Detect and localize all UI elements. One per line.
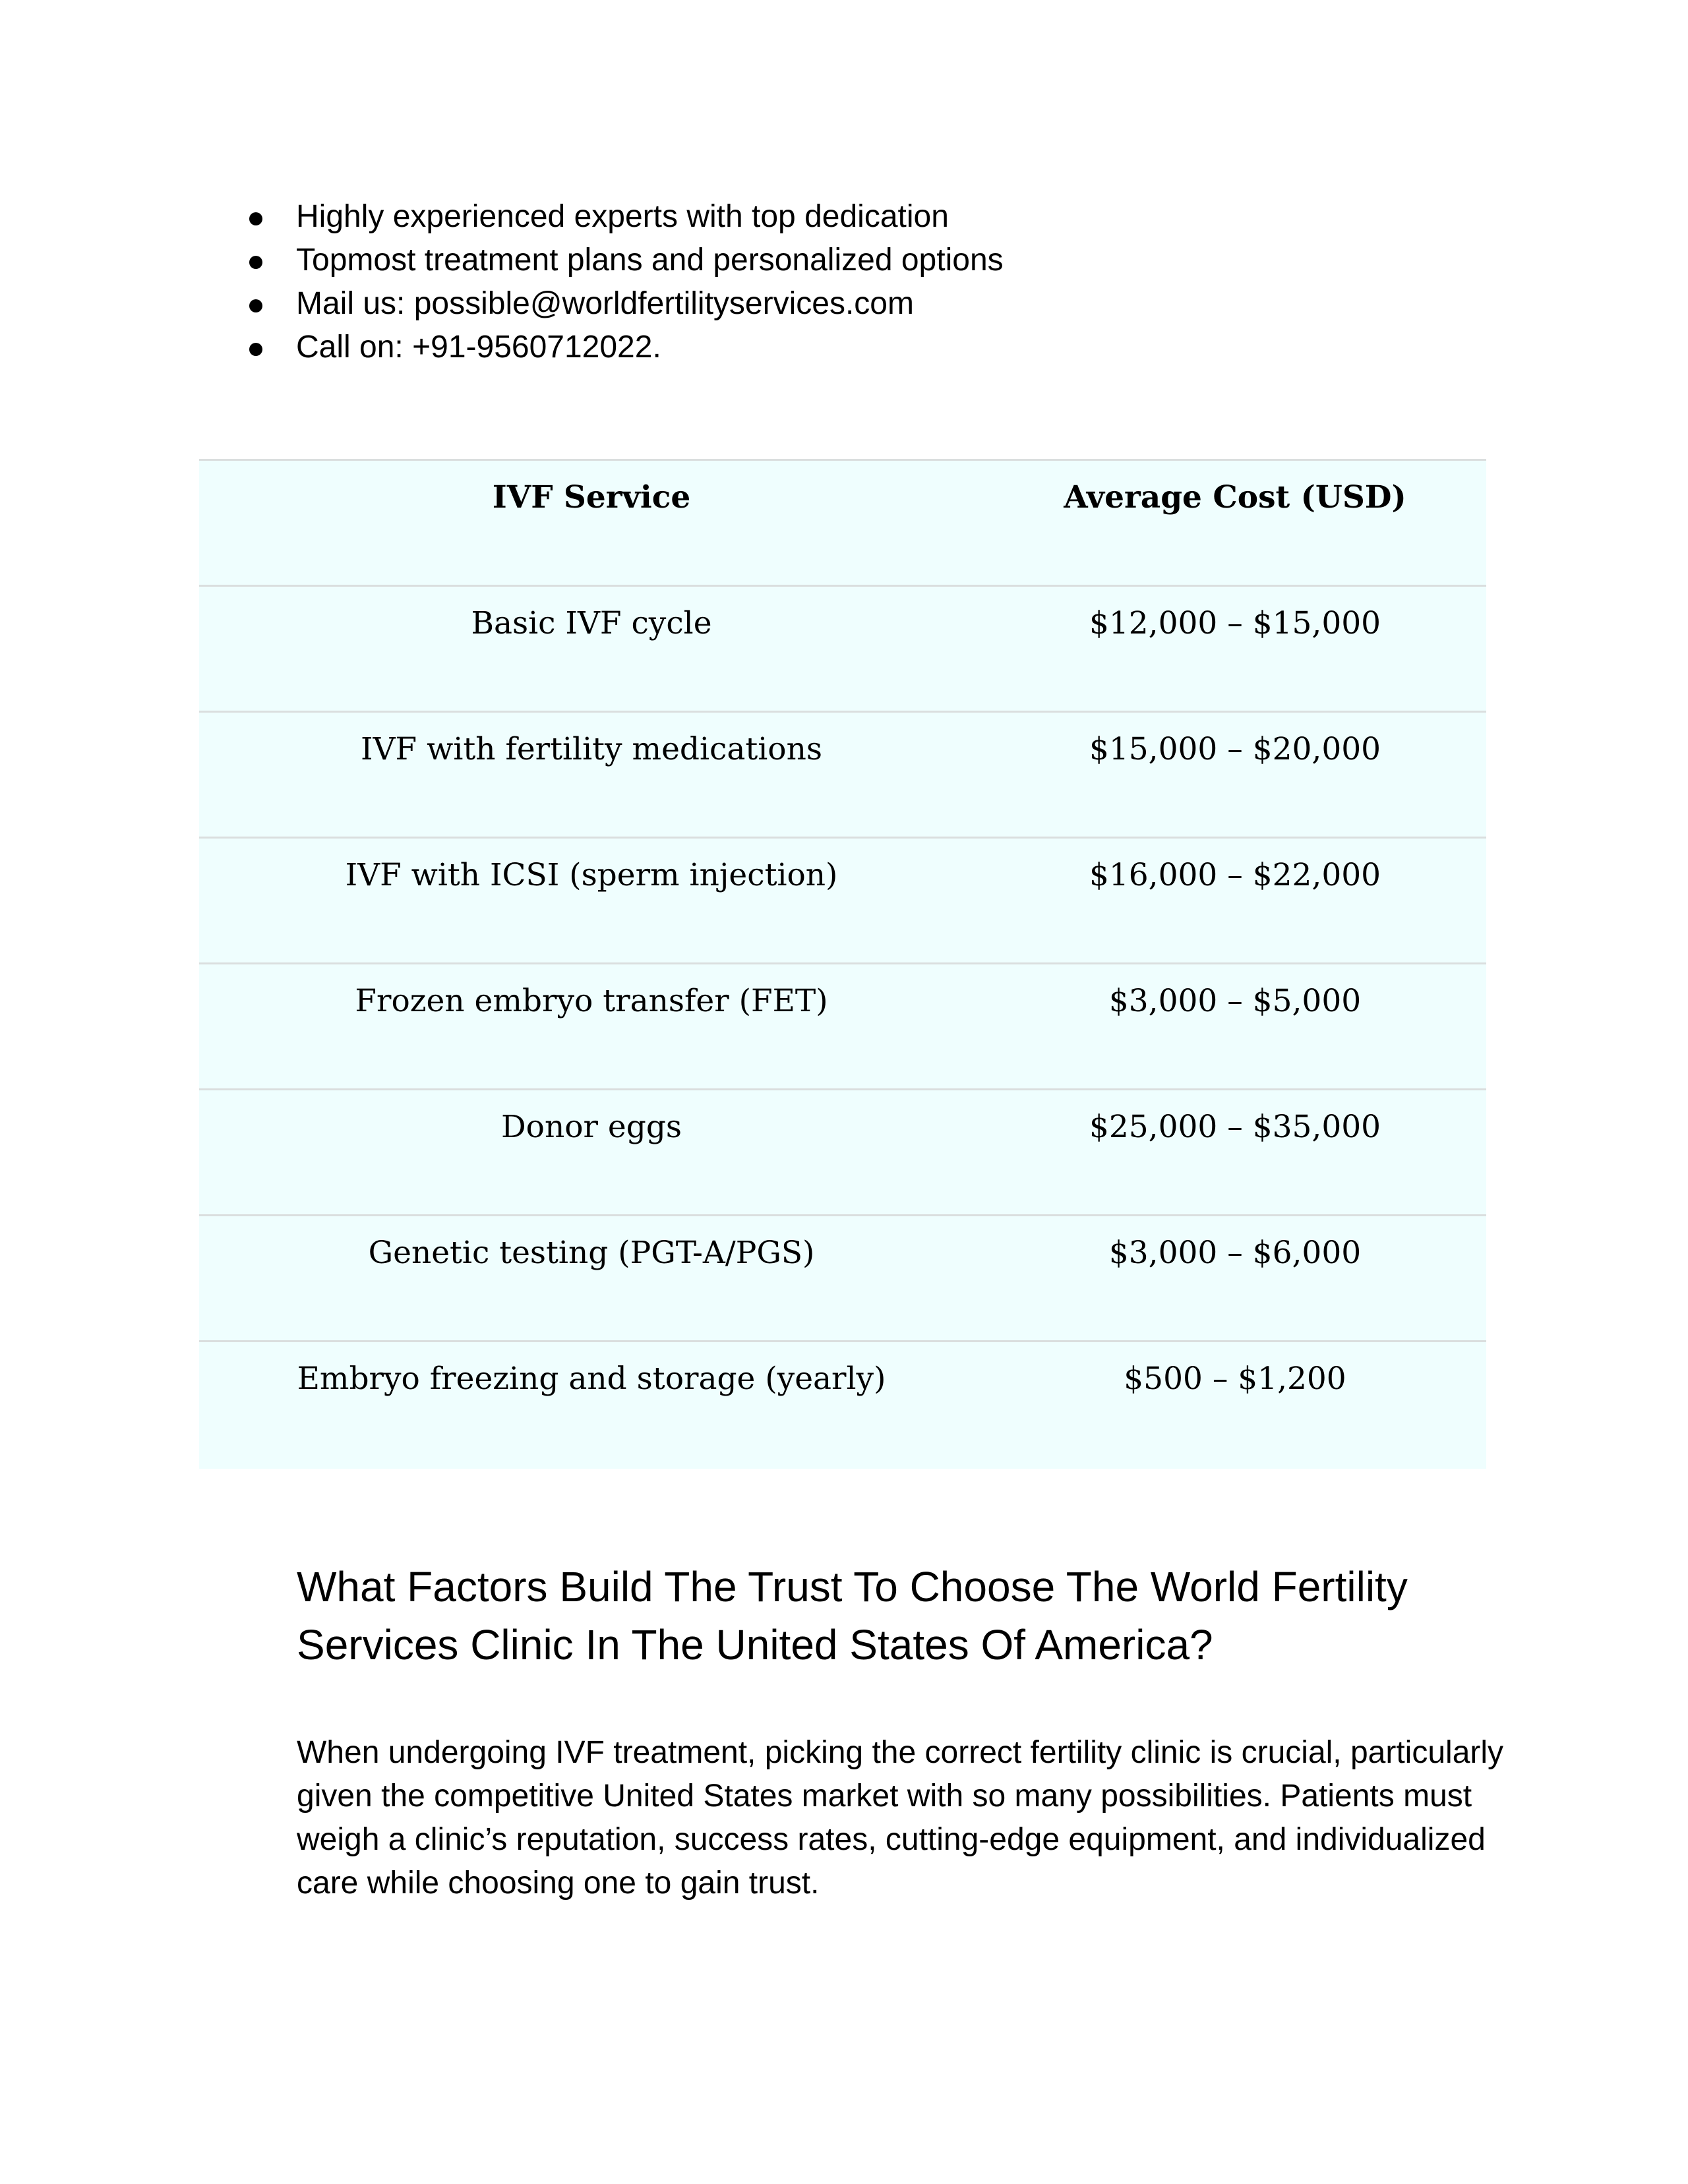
bullet-dot-icon xyxy=(249,256,262,269)
bullet-dot-icon xyxy=(249,212,262,225)
cost-cell: $25,000 – $35,000 xyxy=(1089,1109,1381,1145)
list-item xyxy=(241,239,1004,282)
cost-cell: $16,000 – $22,000 xyxy=(1089,857,1381,893)
service-cell: IVF with ICSI (sperm injection) xyxy=(345,857,838,893)
list-item xyxy=(241,195,1004,239)
list-item xyxy=(241,326,1004,369)
service-cell: Embryo freezing and storage (yearly) xyxy=(297,1361,886,1397)
table-row xyxy=(199,1216,1486,1342)
service-cell: Genetic testing (PGT-A/PGS) xyxy=(368,1235,815,1271)
contact-bullet-list xyxy=(241,195,1004,369)
cost-cell: $3,000 – $5,000 xyxy=(1108,983,1362,1019)
table-row xyxy=(199,1342,1486,1469)
table-row xyxy=(199,964,1486,1090)
cost-cell: $3,000 – $6,000 xyxy=(1108,1235,1362,1271)
service-cell: Frozen embryo transfer (FET) xyxy=(355,983,828,1019)
ivf-cost-table xyxy=(199,459,1486,1469)
service-cell: Basic IVF cycle xyxy=(471,605,712,641)
list-item xyxy=(241,282,1004,326)
cost-cell: $500 – $1,200 xyxy=(1124,1361,1346,1397)
table-header-row xyxy=(199,461,1486,587)
table-row xyxy=(199,587,1486,713)
section-paragraph: When undergoing IVF treatment, picking the correct fertility clinic is crucial, particularly given the competitive United States market with so many possibilities. Patients must weigh a clinic’s reputation, success rates, cutting-edge equipment, and individualized care while choosing one to gain trust. xyxy=(297,1735,1504,1901)
table-row xyxy=(199,1090,1486,1216)
bullet-text: Highly experienced experts with top dedication xyxy=(296,199,949,234)
bullet-dot-icon xyxy=(249,343,262,356)
section-heading: What Factors Build The Trust To Choose The World Fertility Services Clinic In The United States Of America? xyxy=(297,1563,1408,1668)
cost-cell: $12,000 – $15,000 xyxy=(1089,605,1381,641)
bullet-text: Topmost treatment plans and personalized options xyxy=(296,243,1004,278)
service-cell: Donor eggs xyxy=(500,1109,682,1145)
bullet-dot-icon xyxy=(249,299,262,312)
table-row xyxy=(199,839,1486,964)
cost-cell: $15,000 – $20,000 xyxy=(1089,731,1381,767)
table-row xyxy=(199,713,1486,839)
service-cell: IVF with fertility medications xyxy=(361,731,822,767)
header-average-cost: Average Cost (USD) xyxy=(1064,479,1406,516)
bullet-text: Call on: +91-9560712022. xyxy=(296,330,661,365)
header-ivf-service: IVF Service xyxy=(492,479,691,516)
bullet-text: Mail us: possible@worldfertilityservices.com xyxy=(296,286,914,321)
